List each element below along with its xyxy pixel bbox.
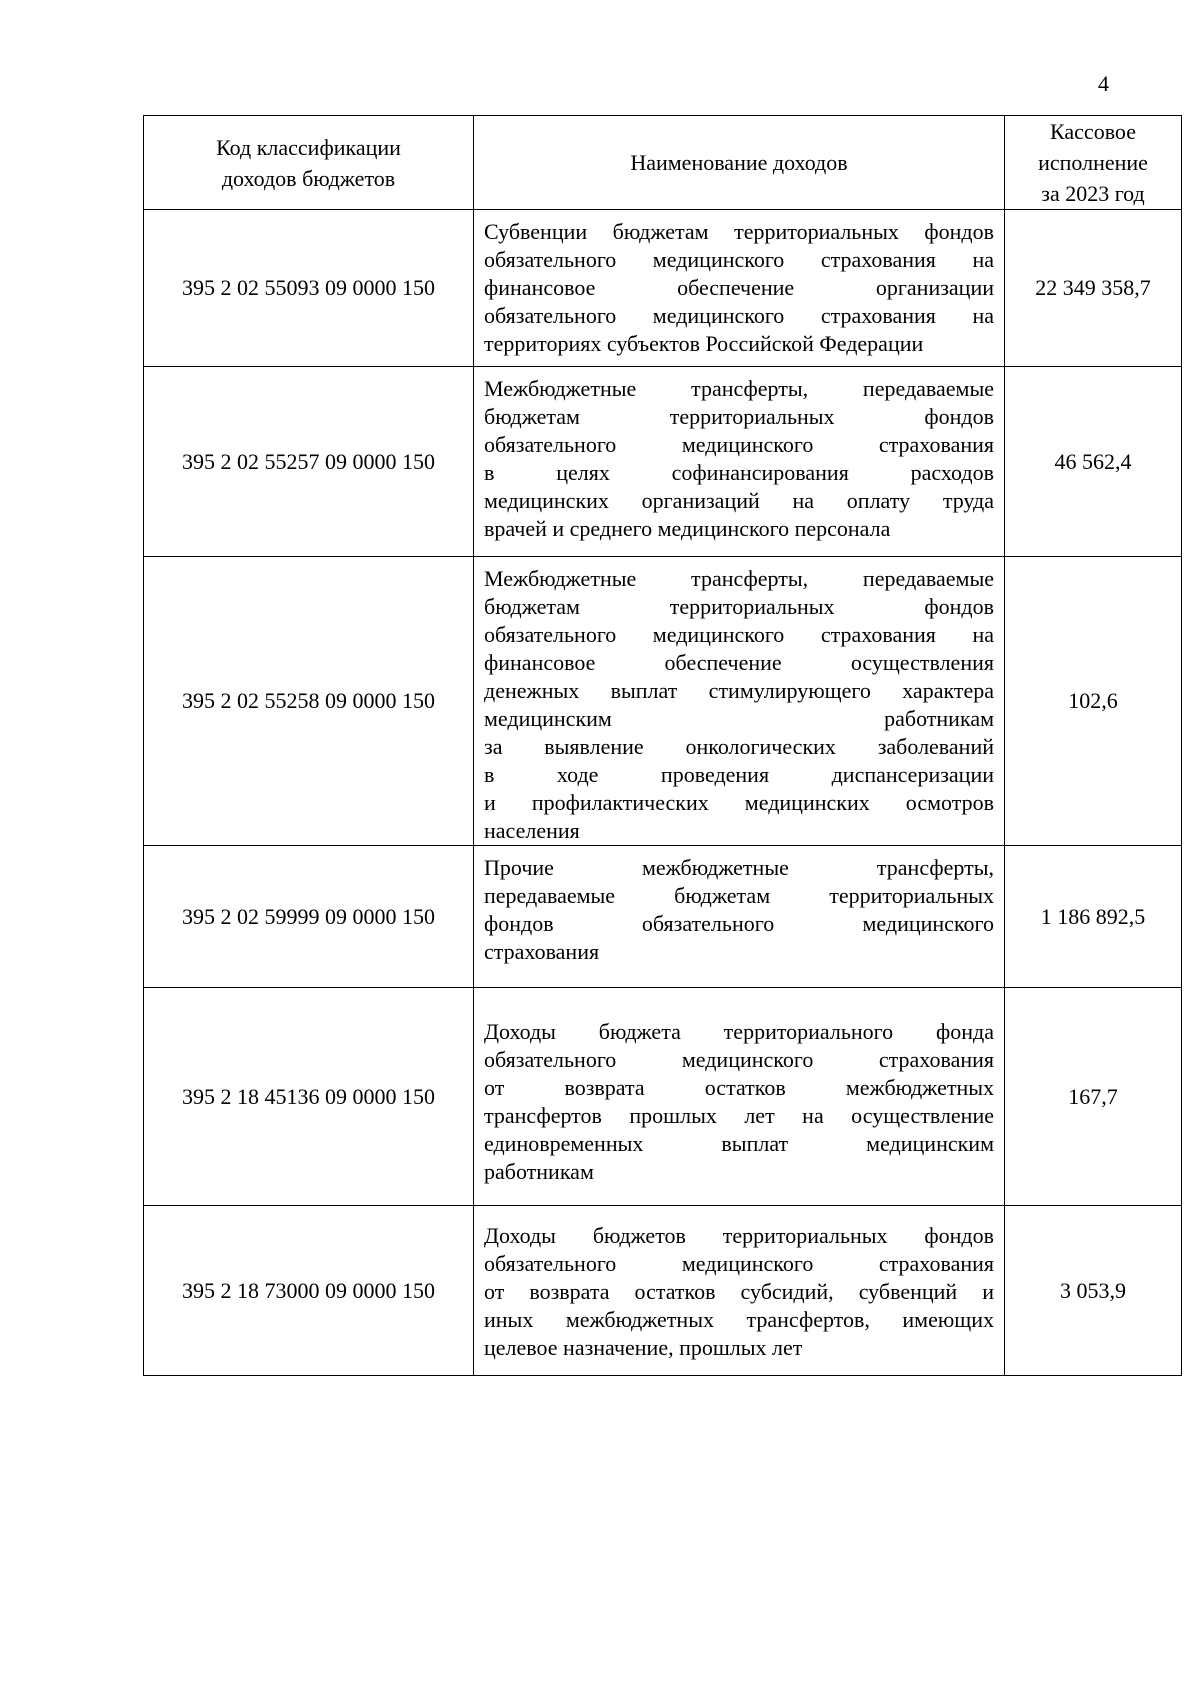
income-name-line: обязательного медицинского страхования на [484,303,994,328]
table-header-row [144,116,1182,210]
header-code-line: Код классификации [216,134,401,160]
income-name-line: в ходе проведения диспансеризации [484,762,994,787]
page-number: 4 [1098,71,1109,96]
income-name-line: трансфертов прошлых лет на осуществление [484,1103,994,1128]
column-header-amount [1005,116,1182,210]
income-name-line: Субвенции бюджетам территориальных фондов [484,219,994,244]
income-name-line: передаваемые бюджетам территориальных [484,883,994,908]
income-name-line: обязательного медицинского страхования на [484,622,994,647]
income-name-line: Прочие межбюджетные трансферты, [484,855,994,880]
income-name-line: территориях субъектов Российской Федерации [484,331,924,356]
income-name-line: Доходы бюджета территориального фонда [484,1019,994,1044]
income-name-line: медицинским работникам [484,706,994,731]
income-name-line: Доходы бюджетов территориальных фондов [484,1223,994,1248]
income-code-cell: 395 2 18 73000 09 0000 150 [144,1206,474,1376]
income-name-line: фондов обязательного медицинского [484,911,994,936]
income-code-cell: 395 2 02 55257 09 0000 150 [144,367,474,557]
income-code-cell: 395 2 18 45136 09 0000 150 [144,988,474,1206]
income-amount-cell: 102,6 [1005,557,1182,846]
income-name-line: и профилактических медицинских осмотров [484,790,994,815]
income-name-line: финансовое обеспечение осуществления [484,650,994,675]
income-code-cell: 395 2 02 55258 09 0000 150 [144,557,474,846]
income-name-line: страхования [484,939,600,964]
income-code-cell: 395 2 02 59999 09 0000 150 [144,846,474,988]
income-name-cell [474,367,1005,557]
header-amount-line: за 2023 год [1041,181,1145,206]
income-name-line: в целях софинансирования расходов [484,460,994,485]
income-table [143,115,1182,1376]
income-amount-cell: 3 053,9 [1005,1206,1182,1376]
income-name-line: обязательного медицинского страхования [484,1047,994,1072]
income-amount-cell: 1 186 892,5 [1005,846,1182,988]
income-name-line: бюджетам территориальных фондов [484,594,994,619]
table-row [144,210,1182,367]
income-amount-cell: 167,7 [1005,988,1182,1206]
header-name-text: Наименование доходов [630,149,848,175]
income-name-line: населения [484,818,580,843]
column-header-code [144,116,474,210]
income-amount-cell: 46 562,4 [1005,367,1182,557]
income-name-line: Межбюджетные трансферты, передаваемые [484,376,994,401]
income-name-line: от возврата остатков межбюджетных [484,1075,994,1100]
header-amount-line: исполнение [1038,150,1148,175]
income-name-cell [474,988,1005,1206]
income-name-cell [474,1206,1005,1376]
income-name-line: целевое назначение, прошлых лет [484,1335,803,1360]
income-name-line: единовременных выплат медицинским [484,1131,994,1156]
income-name-line: обязательного медицинского страхования [484,1251,994,1276]
income-code-cell: 395 2 02 55093 09 0000 150 [144,210,474,367]
table-row [144,557,1182,846]
income-name-line: финансовое обеспечение организации [484,275,994,300]
income-name-line: работникам [484,1159,594,1184]
income-name-line: врачей и среднего медицинского персонала [484,516,891,541]
income-name-line: обязательного медицинского страхования на [484,247,994,272]
income-name-line: медицинских организаций на оплату труда [484,488,994,513]
table-row [144,367,1182,557]
table-row [144,988,1182,1206]
income-name-cell [474,846,1005,988]
table-row [144,1206,1182,1376]
table-row [144,846,1182,988]
header-code-line: доходов бюджетов [221,165,396,191]
header-amount-line: Кассовое [1050,119,1136,144]
income-name-line: денежных выплат стимулирующего характера [484,678,994,703]
income-name-line: бюджетам территориальных фондов [484,404,994,429]
income-name-line: от возврата остатков субсидий, субвенций и [484,1279,994,1304]
income-amount-cell: 22 349 358,7 [1005,210,1182,367]
income-name-cell [474,210,1005,367]
income-name-cell [474,557,1005,846]
income-name-line: иных межбюджетных трансфертов, имеющих [484,1307,994,1332]
income-name-line: Межбюджетные трансферты, передаваемые [484,566,994,591]
income-name-line: за выявление онкологических заболеваний [484,734,994,759]
column-header-name [474,116,1005,210]
income-name-line: обязательного медицинского страхования [484,432,994,457]
